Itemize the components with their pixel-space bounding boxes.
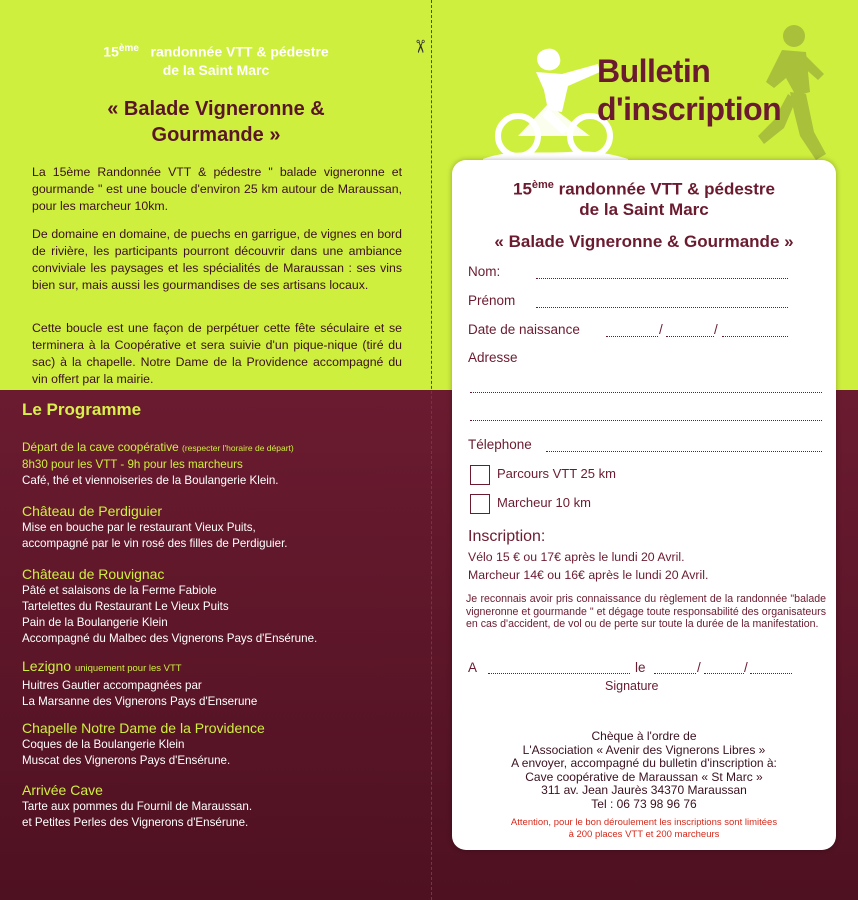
closing-paragraph: Cette boucle est une façon de perpétuer cette fête séculaire et se terminera à la Coopérative et sera suivie d'un pique-nique (tiré du sac) à la chapelle. Notre Dame de la Providence accompagné du vin offert par la mairie. bbox=[32, 321, 402, 386]
date-label: le bbox=[635, 660, 646, 675]
sign-date-separator: / bbox=[744, 660, 748, 675]
dob-month-field[interactable] bbox=[666, 336, 714, 337]
legal-disclaimer: Je reconnais avoir pris connaissance du règlement de la randonnée "balade vigneronne et gourmande " et dégage toute responsabilité des organisateurs en cas d'accident, de vol ou de perte sur toute la durée de la manifestation. bbox=[466, 593, 826, 630]
capacity-notice: Attention, pour le bon déroulement les inscriptions sont limitées à 200 places VTT et 200 marcheurs bbox=[510, 817, 778, 840]
programme-chapelle: Chapelle Notre Dame de la Providence Coques de la Boulangerie Klein Muscat des Vignerons Pays d'Ensérune. bbox=[22, 720, 265, 767]
telephone-field[interactable] bbox=[546, 451, 822, 452]
description-paragraph: De domaine en domaine, de puechs en garrigue, de vignes en bord de rivière, les participants pourront découvrir dans une ambiance conviviale les paysages et les spécialités de Maraussan : ses vins bien sur, mais aussi les gourmandises de ses artisans locaux. bbox=[32, 227, 402, 292]
inscription-heading: Inscription: bbox=[468, 528, 546, 545]
programme-arrivee: Arrivée Cave Tarte aux pommes du Fournil de Maraussan. et Petites Perles des Vignerons d'Ensérune. bbox=[22, 782, 253, 829]
event-tagline: « Balade Vigneronne & Gourmande » bbox=[107, 98, 325, 146]
adresse-field-line2[interactable] bbox=[470, 420, 822, 421]
sign-year-field[interactable] bbox=[750, 673, 792, 674]
sign-day-field[interactable] bbox=[654, 673, 696, 674]
form-event-title: 15ème randonnée VTT & pédestre de la Saint Marc bbox=[512, 179, 775, 219]
place-field[interactable] bbox=[488, 673, 630, 674]
form-tagline: « Balade Vigneronne & Gourmande » bbox=[494, 232, 794, 251]
option-vtt-label: Parcours VTT 25 km bbox=[497, 466, 616, 481]
bulletin-header: Bulletin d'inscription bbox=[597, 53, 782, 127]
adresse-field-line1[interactable] bbox=[470, 392, 822, 393]
dob-label: Date de naissance bbox=[468, 322, 580, 337]
place-label: A bbox=[468, 660, 478, 675]
programme-rouvignac: Château de Rouvignac Pâté et salaisons de la Ferme Fabiole Tartelettes du Restaurant Le Vieux Puits Pain de la Boulangerie Klein Accompagné du Malbec des Vignerons Pays d'Ensérune. bbox=[22, 566, 318, 645]
prenom-label: Prénom bbox=[468, 293, 516, 308]
telephone-label: Télephone bbox=[468, 437, 532, 452]
programme-perdiguier: Château de Perdiguier Mise en bouche par le restaurant Vieux Puits, accompagné par le vin rosé des filles de Perdiguier. bbox=[22, 503, 288, 550]
dob-separator: / bbox=[714, 322, 718, 337]
adresse-label: Adresse bbox=[468, 350, 518, 365]
scissors-icon: ✂ bbox=[409, 38, 431, 55]
nom-label: Nom: bbox=[468, 264, 501, 279]
cheque-instructions: Chèque à l'ordre de L'Association « Avenir des Vignerons Libres » A envoyer, accompagné du bulletin d'inscription à: Cave coopérative de Maraussan « St Marc » 311 av. Jean Jaurès 34370 Maraussan Tel : 06 73 98 96 76 bbox=[511, 729, 777, 811]
programme-depart: Départ de la cave coopérative (respecter l'horaire de départ) 8h30 pour les VTT - 9h pour les marcheurs Café, thé et viennoiseries de la Boulangerie Klein. bbox=[22, 440, 294, 487]
event-title: 15ème randonnée VTT & pédestre de la Saint Marc bbox=[103, 43, 329, 78]
sign-month-field[interactable] bbox=[704, 673, 744, 674]
intro-paragraph: La 15ème Randonnée VTT & pédestre " balade vigneronne et gourmande " est une boucle d'environ 25 km autour de Maraussan, pour les marcheur 10km. bbox=[32, 165, 402, 213]
sign-date-separator: / bbox=[697, 660, 701, 675]
dob-day-field[interactable] bbox=[606, 336, 658, 337]
programme-title: Le Programme bbox=[22, 400, 142, 419]
dob-year-field[interactable] bbox=[722, 336, 788, 337]
price-marcheur: Marcheur 14€ ou 16€ après le lundi 20 Avril. bbox=[468, 568, 709, 582]
price-velo: Vélo 15 € ou 17€ après le lundi 20 Avril. bbox=[468, 550, 685, 564]
option-marcheur-label: Marcheur 10 km bbox=[497, 495, 591, 510]
dob-separator: / bbox=[659, 322, 663, 337]
signature-label: Signature bbox=[605, 679, 659, 693]
nom-field[interactable] bbox=[536, 278, 788, 279]
prenom-field[interactable] bbox=[536, 307, 788, 308]
checkbox-vtt[interactable] bbox=[470, 465, 490, 485]
checkbox-marcheur[interactable] bbox=[470, 494, 490, 514]
programme-lezigno: Lezigno uniquement pour les VTT Huitres Gautier accompagnées par La Marsanne des Vignerons Pays d'Enserune bbox=[22, 658, 258, 708]
